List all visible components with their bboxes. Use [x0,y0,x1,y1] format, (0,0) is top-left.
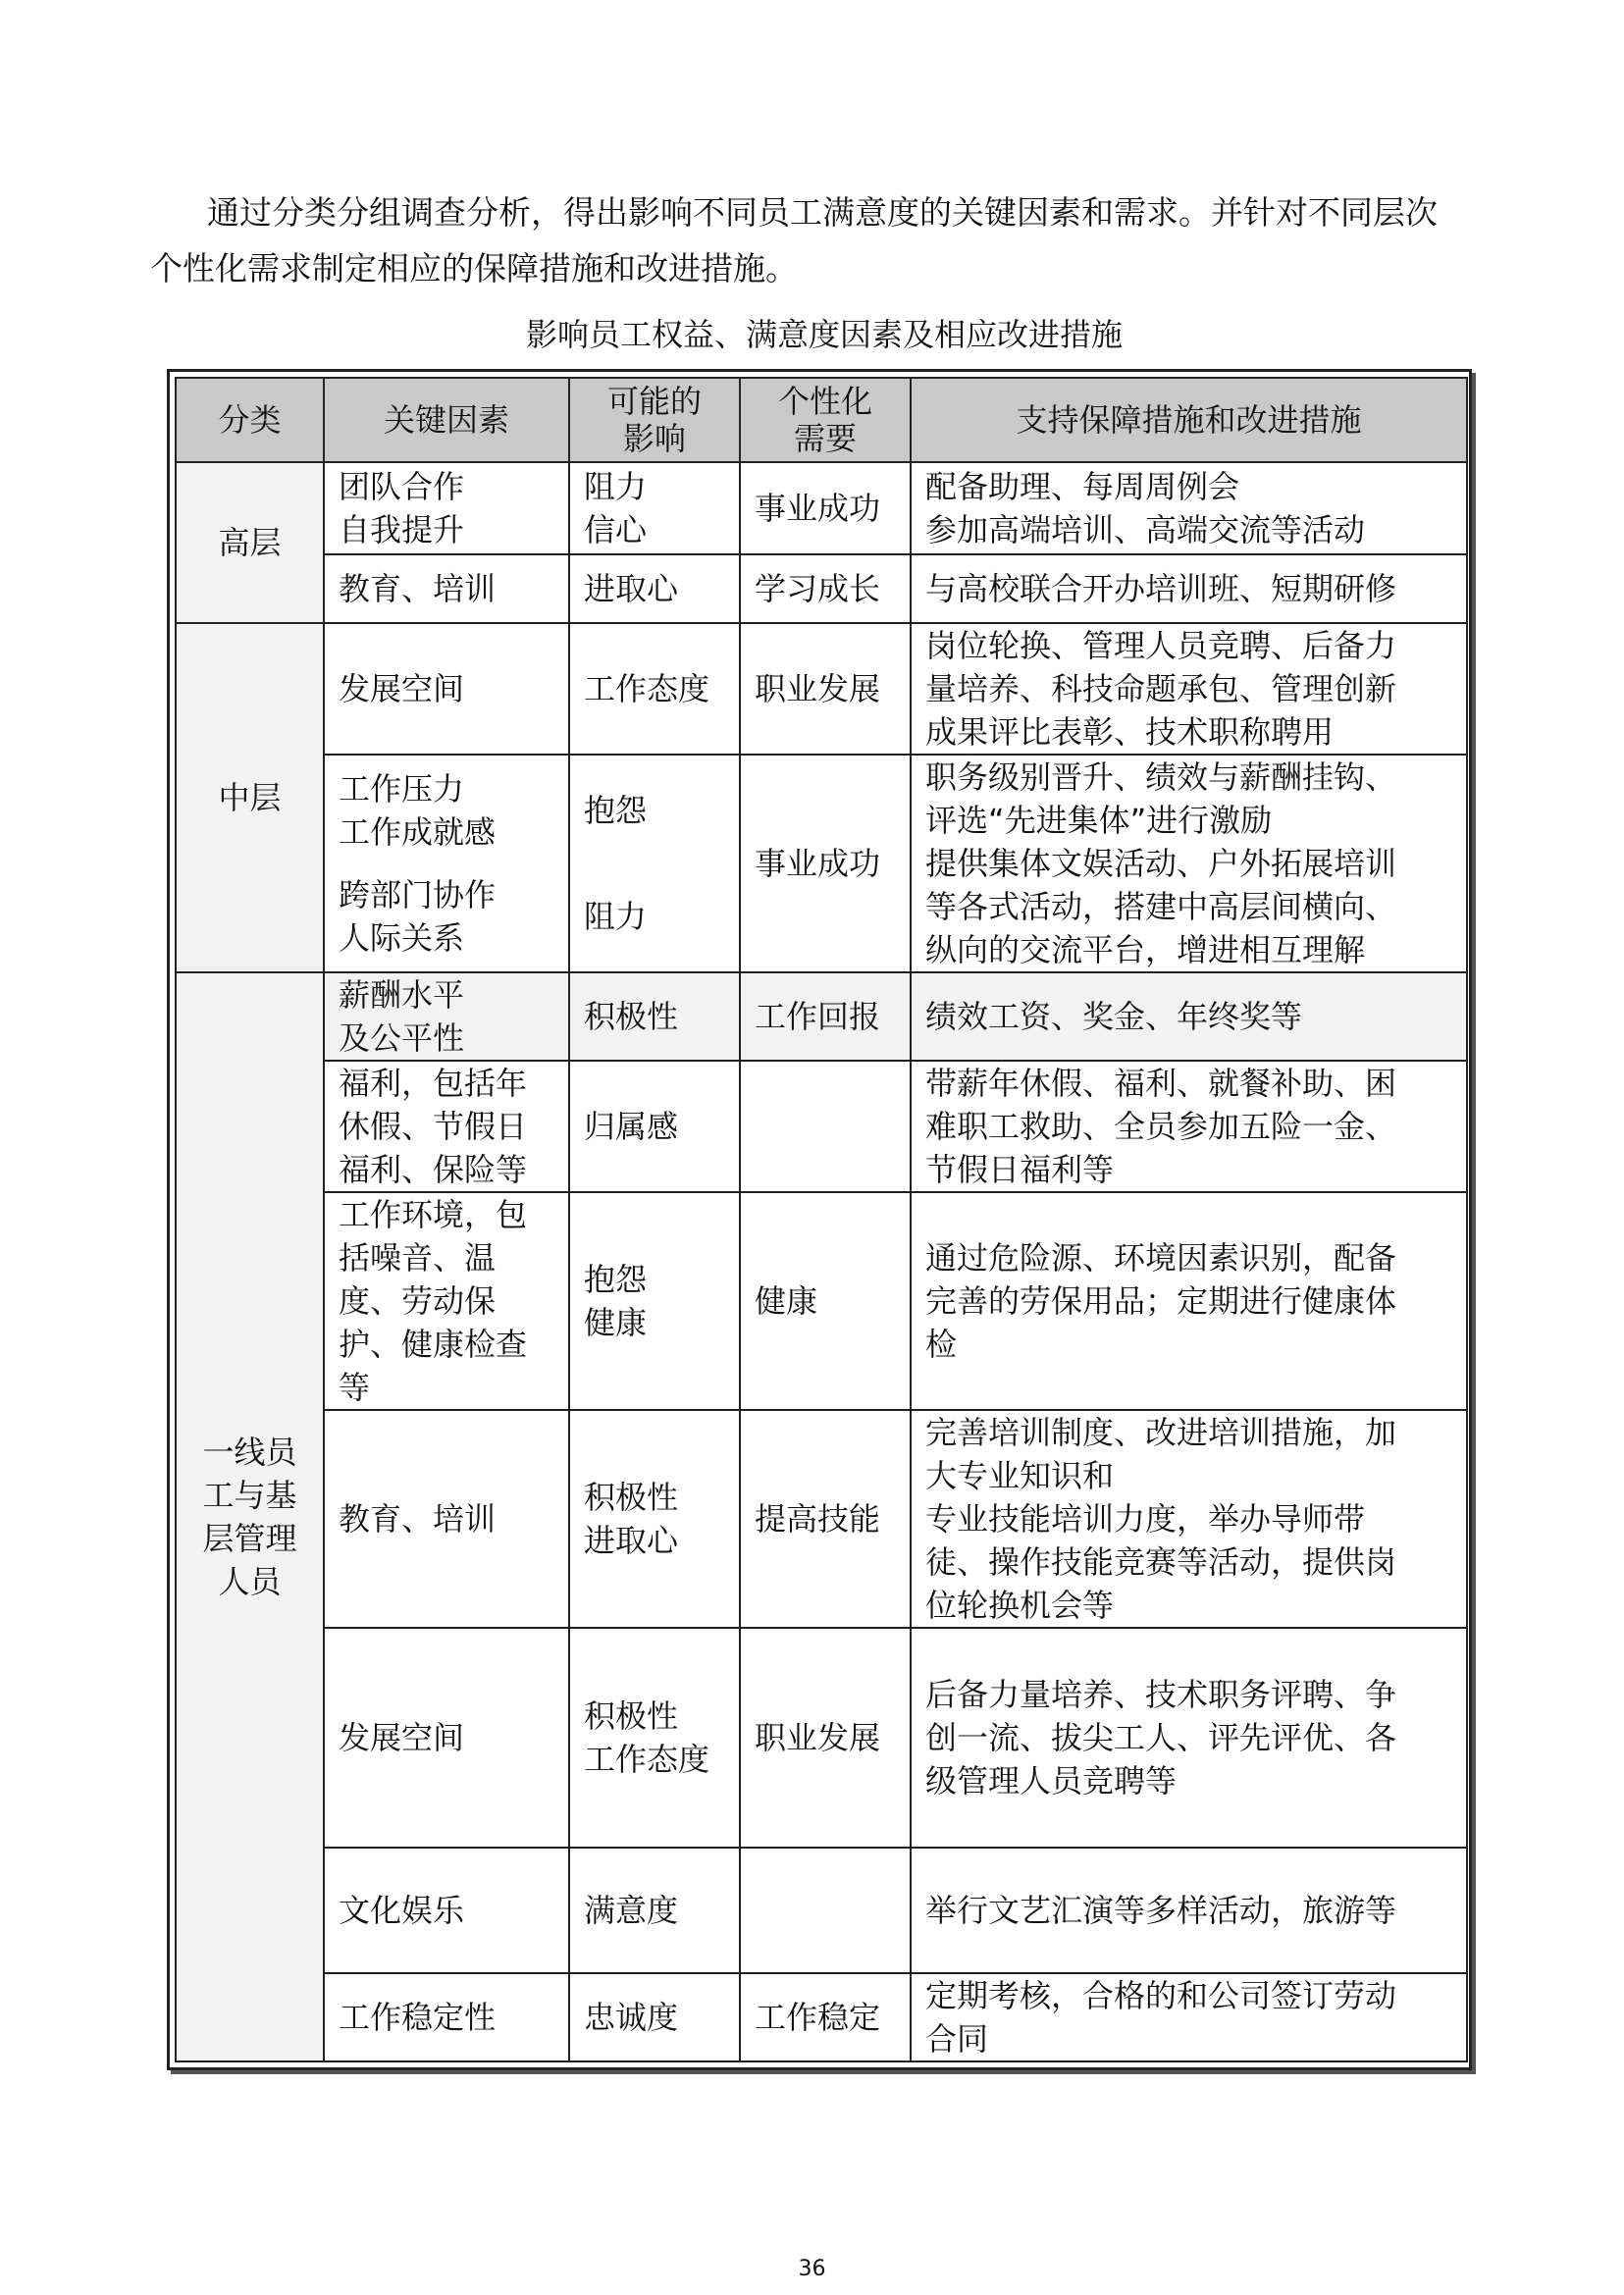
table-row [176,554,1467,623]
measure-cell: 岗位轮换、管理人员竞聘、后备力 量培养、科技命题承包、管理创新 成果评比表彰、技术职称聘用 [911,623,1467,755]
table-row [176,462,1467,554]
table-row [176,1061,1467,1192]
table-row [176,1848,1467,1973]
impact-cell: 抱怨 健康 [569,1192,740,1410]
page-number: 36 [798,2257,826,2281]
need-cell: 职业发展 [740,623,911,755]
impact-cell: 进取心 [569,554,740,623]
table-row [176,755,1467,972]
factor-cell: 工作压力 工作成就感 跨部门协作 人际关系 [324,755,569,972]
need-cell [740,1848,911,1973]
measure-cell: 定期考核，合格的和公司签订劳动 合同 [911,1973,1467,2061]
need-cell: 学习成长 [740,554,911,623]
factor-cell: 工作稳定性 [324,1973,569,2061]
measure-cell: 带薪年休假、福利、就餐补助、困 难职工救助、全员参加五险一金、 节假日福利等 [911,1061,1467,1192]
header-category: 分类 [176,378,324,462]
header-measures: 支持保障措施和改进措施 [911,378,1467,462]
group-high: 高层 [176,462,324,623]
group-mid: 中层 [176,623,324,972]
intro-paragraph [150,184,1485,296]
measure-cell: 通过危险源、环境因素识别，配备 完善的劳保用品；定期进行健康体 检 [911,1192,1467,1410]
impact-cell: 抱怨 阻力 [569,755,740,972]
table-header-row [176,378,1467,462]
table-row [176,1628,1467,1848]
need-cell: 提高技能 [740,1410,911,1628]
measures-table-frame [167,369,1472,2070]
factor-cell: 文化娱乐 [324,1848,569,1973]
group-frontline: 一线员 工与基 层管理 人员 [176,972,324,2061]
factor-cell: 发展空间 [324,623,569,755]
need-cell: 职业发展 [740,1628,911,1848]
need-cell: 事业成功 [740,755,911,972]
need-cell [740,1061,911,1192]
impact-cell: 积极性 工作态度 [569,1628,740,1848]
table-row [176,1192,1467,1410]
table-caption: 影响员工权益、满意度因素及相应改进措施 [525,316,1123,353]
measure-cell: 职务级别晋升、绩效与薪酬挂钩、 评选“先进集体”进行激励 提供集体文娱活动、户外拓展培训 等各式活动，搭建中高层间横向、 纵向的交流平台，增进相互理解 [911,755,1467,972]
impact-cell: 积极性 [569,972,740,1061]
table-row [176,623,1467,755]
header-key-factor: 关键因素 [324,378,569,462]
factor-cell: 发展空间 [324,1628,569,1848]
intro-line-1: 通过分类分组调查分析，得出影响不同员工满意度的关键因素和需求。并针对不同层次 [207,193,1438,232]
measure-cell: 绩效工资、奖金、年终奖等 [911,972,1467,1061]
table-row [176,972,1467,1061]
factor-cell: 教育、培训 [324,554,569,623]
header-need: 个性化 需要 [740,378,911,462]
measure-cell: 后备力量培养、技术职务评聘、争 创一流、拔尖工人、评先评优、各 级管理人员竞聘等 [911,1628,1467,1848]
table-row [176,1973,1467,2061]
impact-cell: 积极性 进取心 [569,1410,740,1628]
measure-cell: 与高校联合开办培训班、短期研修 [911,554,1467,623]
measures-table [175,377,1468,2062]
intro-line-2: 个性化需求制定相应的保障措施和改进措施。 [150,249,798,287]
impact-cell: 忠诚度 [569,1973,740,2061]
factor-cell: 薪酬水平 及公平性 [324,972,569,1061]
factor-cell: 团队合作 自我提升 [324,462,569,554]
header-impact: 可能的 影响 [569,378,740,462]
need-cell: 工作回报 [740,972,911,1061]
impact-cell: 归属感 [569,1061,740,1192]
factor-cell: 教育、培训 [324,1410,569,1628]
need-cell: 健康 [740,1192,911,1410]
measure-cell: 完善培训制度、改进培训措施，加 大专业知识和 专业技能培训力度，举办导师带 徒、操作技能竞赛等活动，提供岗 位轮换机会等 [911,1410,1467,1628]
table-row [176,1410,1467,1628]
need-cell: 事业成功 [740,462,911,554]
factor-cell: 工作环境，包 括噪音、温 度、劳动保 护、健康检查 等 [324,1192,569,1410]
impact-cell: 工作态度 [569,623,740,755]
measure-cell: 举行文艺汇演等多样活动，旅游等 [911,1848,1467,1973]
need-cell: 工作稳定 [740,1973,911,2061]
impact-cell: 满意度 [569,1848,740,1973]
measure-cell: 配备助理、每周周例会 参加高端培训、高端交流等活动 [911,462,1467,554]
impact-cell: 阻力 信心 [569,462,740,554]
factor-cell: 福利，包括年 休假、节假日 福利、保险等 [324,1061,569,1192]
